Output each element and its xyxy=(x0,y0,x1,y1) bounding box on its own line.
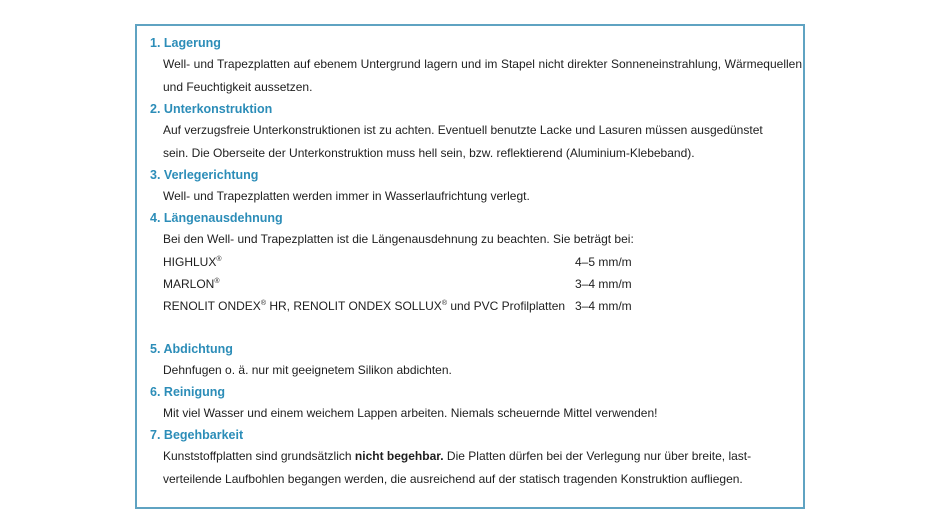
material-label: RENOLIT ONDEX® HR, RENOLIT ONDEX SOLLUX® und PVC Profilplatten xyxy=(163,299,566,313)
section-text-laengenausdehnung: Bei den Well- und Trapezplatten ist die Längenausdehnung zu beachten. Sie beträgt bei: xyxy=(163,232,634,246)
expansion-row-renolit xyxy=(163,295,802,317)
section-heading-unterkonstruktion: 2. Unterkonstruktion xyxy=(150,102,273,116)
section-heading-reinigung: 6. Reinigung xyxy=(150,385,226,399)
expansion-value: 3–4 mm/m xyxy=(575,299,632,313)
section-text-verlegerichtung: Well- und Trapezplatten werden immer in Wasserlaufrichtung verlegt. xyxy=(163,189,530,203)
section-heading-abdichtung: 5. Abdichtung xyxy=(150,342,233,356)
section-text-begehbarkeit: Kunststoffplatten sind grundsätzlich nicht begehbar. Die Platten dürfen bei der Verlegung nur über breite, lastverteilende Laufbohlen begangen werden, die ausreichend auf der statisch tragenden Konstruktion aufliegen. xyxy=(163,449,752,486)
expansion-row-marlon xyxy=(163,273,802,295)
info-box xyxy=(135,24,805,509)
material-label: MARLON® xyxy=(163,277,220,291)
section-text-unterkonstruktion: Auf verzugsfreie Unterkonstruktionen ist zu achten. Eventuell benutzte Lacke und Lasuren müssen ausgedünstet sein. Die Oberseite der Unterkonstruktion muss hell sein, bzw. reflektierend (Aluminium-Klebeband). xyxy=(163,123,763,160)
section-heading-lagerung: 1. Lagerung xyxy=(150,36,221,50)
section-heading-begehbarkeit: 7. Begehbarkeit xyxy=(150,428,244,442)
expansion-value: 4–5 mm/m xyxy=(575,255,632,269)
expansion-row-highlux xyxy=(163,251,802,273)
emphasis-not-walkable: nicht begehbar. xyxy=(354,449,444,463)
section-heading-verlegerichtung: 3. Verlegerichtung xyxy=(150,168,259,182)
expansion-value: 3–4 mm/m xyxy=(575,277,632,291)
spacer xyxy=(150,317,802,339)
section-heading-laengenausdehnung: 4. Längenausdehnung xyxy=(150,211,283,225)
section-text-lagerung: Well- und Trapezplatten auf ebenem Untergrund lagern und im Stapel nicht direkter Sonneneinstrahlung, Wärmequellen und Feuchtigkeit aussetzen. xyxy=(163,57,802,94)
section-text-abdichtung: Dehnfugen o. ä. nur mit geeignetem Silikon abdichten. xyxy=(163,363,452,377)
instructions-list xyxy=(150,33,802,491)
material-label: HIGHLUX® xyxy=(163,255,222,269)
section-text-reinigung: Mit viel Wasser und einem weichem Lappen arbeiten. Niemals scheuernde Mittel verwenden! xyxy=(163,406,658,420)
